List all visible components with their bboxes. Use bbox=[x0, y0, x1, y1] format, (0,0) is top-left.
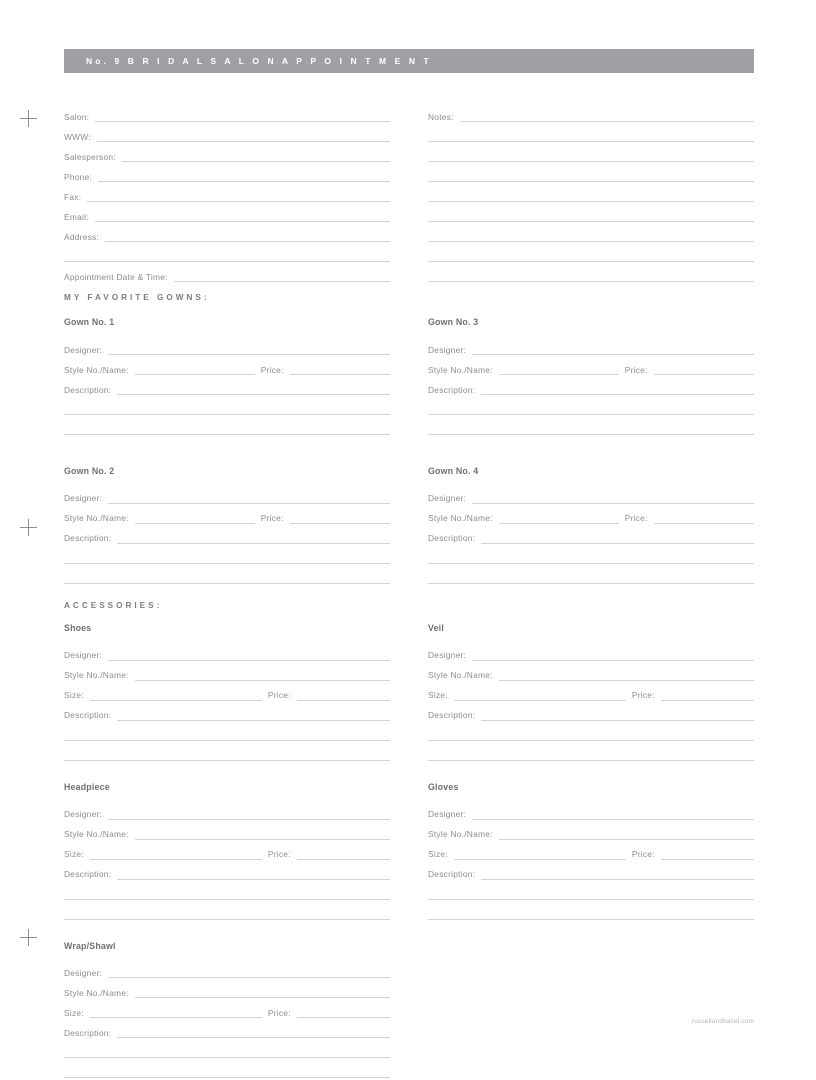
field-shoes-description[interactable] bbox=[64, 703, 390, 723]
field-address[interactable] bbox=[64, 224, 390, 244]
field-label-size: Size: bbox=[428, 849, 448, 860]
top-section bbox=[64, 104, 754, 284]
wrap-designer-input[interactable] bbox=[108, 977, 390, 978]
gown-3-description-line-3[interactable] bbox=[428, 434, 754, 435]
accessory-title-shoes: Shoes bbox=[64, 623, 92, 633]
veil-description-line-2[interactable] bbox=[428, 740, 754, 741]
field-phone[interactable] bbox=[64, 164, 390, 184]
field-veil-style[interactable] bbox=[428, 663, 754, 683]
field-label-style: Style No./Name: bbox=[64, 513, 129, 524]
veil-size-input[interactable] bbox=[454, 700, 626, 701]
wrap-description-line-3[interactable] bbox=[64, 1077, 390, 1078]
gown-3-price-input[interactable] bbox=[654, 374, 754, 375]
field-wrap-designer[interactable] bbox=[64, 960, 390, 980]
field-label-www: WWW: bbox=[64, 131, 91, 142]
field-gown-2-style-price[interactable] bbox=[64, 506, 390, 526]
gown-1-extra-line[interactable] bbox=[64, 397, 390, 417]
field-label-price: Price: bbox=[267, 849, 291, 860]
field-salon[interactable] bbox=[64, 104, 390, 124]
headpiece-style-input[interactable] bbox=[135, 839, 390, 840]
field-gown-3-description[interactable] bbox=[428, 377, 754, 397]
gowns-row-2 bbox=[64, 467, 754, 586]
wrap-price-input[interactable] bbox=[297, 1017, 390, 1018]
gown-4-price-input[interactable] bbox=[654, 523, 754, 524]
veil-style-input[interactable] bbox=[499, 680, 754, 681]
gown-title-4: Gown No. 4 bbox=[428, 466, 479, 476]
crop-mark-top bbox=[20, 110, 37, 127]
address-input[interactable] bbox=[105, 241, 390, 242]
field-gloves-description[interactable] bbox=[428, 862, 754, 882]
field-label-description: Description: bbox=[428, 710, 476, 721]
notes-input-line-6[interactable] bbox=[428, 221, 754, 222]
appointment-datetime-input[interactable] bbox=[174, 281, 390, 282]
field-label-designer: Designer: bbox=[428, 493, 467, 504]
gown-1-description-line-2[interactable] bbox=[64, 414, 390, 415]
gown-2-description-line-3[interactable] bbox=[64, 583, 390, 584]
field-veil-designer[interactable] bbox=[428, 643, 754, 663]
field-gown-1-description[interactable] bbox=[64, 377, 390, 397]
field-email[interactable] bbox=[64, 204, 390, 224]
gloves-price-input[interactable] bbox=[661, 859, 754, 860]
field-label-style: Style No./Name: bbox=[428, 829, 493, 840]
veil-price-input[interactable] bbox=[661, 700, 754, 701]
gloves-style-input[interactable] bbox=[499, 839, 754, 840]
gown-1-price-input[interactable] bbox=[290, 374, 390, 375]
gloves-extra-line[interactable] bbox=[428, 902, 754, 922]
field-gown-4-description[interactable] bbox=[428, 526, 754, 546]
gown-1-description-input[interactable] bbox=[117, 394, 390, 395]
notes-line[interactable] bbox=[428, 204, 754, 224]
field-label-designer: Designer: bbox=[64, 650, 103, 661]
notes-input-line-4[interactable] bbox=[428, 181, 754, 182]
field-label-phone: Phone: bbox=[64, 171, 93, 182]
gown-title-3: Gown No. 3 bbox=[428, 317, 479, 328]
phone-input[interactable] bbox=[98, 181, 390, 182]
field-label-description: Description: bbox=[64, 869, 112, 880]
notes-line[interactable] bbox=[428, 264, 754, 284]
field-headpiece-size-price[interactable] bbox=[64, 842, 390, 862]
field-label-price: Price: bbox=[267, 690, 291, 701]
field-gloves-style[interactable] bbox=[428, 822, 754, 842]
veil-description-line-3[interactable] bbox=[428, 760, 754, 761]
notes-line[interactable] bbox=[428, 164, 754, 184]
gown-3-extra-line[interactable] bbox=[428, 397, 754, 417]
shoes-style-input[interactable] bbox=[135, 680, 390, 681]
gowns-row-1 bbox=[64, 318, 754, 437]
headpiece-description-line-2[interactable] bbox=[64, 899, 390, 900]
gown-2-designer-input[interactable] bbox=[108, 503, 390, 504]
field-gown-3-designer[interactable] bbox=[428, 337, 754, 357]
field-label-size: Size: bbox=[64, 1007, 84, 1018]
accessory-block-wrap-shawl bbox=[64, 942, 390, 1080]
wrap-extra-line[interactable] bbox=[64, 1040, 390, 1060]
field-label-style: Style No./Name: bbox=[64, 670, 129, 681]
gown-block-1 bbox=[64, 318, 390, 437]
gown-4-designer-input[interactable] bbox=[472, 503, 754, 504]
field-gown-4-designer[interactable] bbox=[428, 486, 754, 506]
field-label-designer: Designer: bbox=[428, 344, 467, 355]
notes-input-line-8[interactable] bbox=[428, 261, 754, 262]
field-label-description: Description: bbox=[64, 1027, 112, 1038]
email-input[interactable] bbox=[95, 221, 390, 222]
field-headpiece-designer[interactable] bbox=[64, 802, 390, 822]
section-heading-gowns: MY FAVORITE GOWNS: bbox=[64, 293, 210, 302]
field-label-style: Style No./Name: bbox=[428, 670, 493, 681]
notes-input-line-3[interactable] bbox=[428, 161, 754, 162]
field-gown-1-designer[interactable] bbox=[64, 337, 390, 357]
notes-column bbox=[428, 104, 754, 284]
address-line-2-input[interactable] bbox=[64, 261, 390, 262]
gloves-designer-input[interactable] bbox=[472, 819, 754, 820]
gown-3-description-line-2[interactable] bbox=[428, 414, 754, 415]
field-gown-4-style-price[interactable] bbox=[428, 506, 754, 526]
notes-input-line-5[interactable] bbox=[428, 201, 754, 202]
field-label-email: Email: bbox=[64, 211, 89, 222]
field-label-designer: Designer: bbox=[428, 809, 467, 820]
field-label-designer: Designer: bbox=[64, 493, 103, 504]
gown-4-description-line-3[interactable] bbox=[428, 583, 754, 584]
field-label-description: Description: bbox=[64, 710, 112, 721]
notes-input-line-9[interactable] bbox=[428, 281, 754, 282]
accessories-row-3 bbox=[64, 942, 754, 1080]
field-label-description: Description: bbox=[428, 869, 476, 880]
notes-input-line-2[interactable] bbox=[428, 141, 754, 142]
field-label-price: Price: bbox=[624, 513, 648, 524]
field-label-style: Style No./Name: bbox=[64, 987, 129, 998]
footer-brand: russellandhazel.com bbox=[691, 1018, 754, 1025]
field-veil-description[interactable] bbox=[428, 703, 754, 723]
shoes-extra-line[interactable] bbox=[64, 723, 390, 743]
crop-mark-middle bbox=[20, 519, 37, 536]
gloves-extra-line[interactable] bbox=[428, 882, 754, 902]
accessory-block-gloves bbox=[428, 783, 754, 922]
field-shoes-designer[interactable] bbox=[64, 643, 390, 663]
gown-3-designer-input[interactable] bbox=[472, 354, 754, 355]
field-label-notes: Notes: bbox=[428, 111, 454, 122]
field-label-price: Price: bbox=[631, 690, 655, 701]
gown-block-2 bbox=[64, 467, 390, 586]
field-gown-2-designer[interactable] bbox=[64, 486, 390, 506]
accessory-title-headpiece: Headpiece bbox=[64, 781, 110, 792]
field-label-designer: Designer: bbox=[64, 344, 103, 355]
notes-line[interactable] bbox=[428, 124, 754, 144]
field-label-designer: Designer: bbox=[64, 809, 103, 820]
field-label-salon: Salon: bbox=[64, 111, 90, 122]
field-label-style: Style No./Name: bbox=[64, 829, 129, 840]
field-label-designer: Designer: bbox=[428, 650, 467, 661]
field-headpiece-description[interactable] bbox=[64, 862, 390, 882]
gown-block-3 bbox=[428, 318, 754, 437]
notes-input-line-7[interactable] bbox=[428, 241, 754, 242]
gown-4-description-input[interactable] bbox=[481, 543, 754, 544]
section-heading-accessories: ACCESSORIES: bbox=[64, 600, 163, 610]
fax-input[interactable] bbox=[87, 201, 390, 202]
gloves-size-input[interactable] bbox=[454, 859, 626, 860]
gown-4-extra-line[interactable] bbox=[428, 546, 754, 566]
field-wrap-style[interactable] bbox=[64, 980, 390, 1000]
field-label-designer: Designer: bbox=[64, 967, 103, 978]
address-continuation-line[interactable] bbox=[64, 244, 390, 264]
field-label-fax: Fax: bbox=[64, 191, 82, 202]
page-title: No. 9 B R I D A L S A L O N A P P O I N T M E N T bbox=[86, 56, 432, 66]
field-notes[interactable] bbox=[428, 104, 754, 124]
www-input[interactable] bbox=[97, 141, 390, 142]
field-fax[interactable] bbox=[64, 184, 390, 204]
shoes-description-line-3[interactable] bbox=[64, 760, 390, 761]
field-appointment-datetime[interactable] bbox=[64, 264, 390, 284]
gown-title-2: Gown No. 2 bbox=[64, 466, 115, 476]
notes-line[interactable] bbox=[428, 244, 754, 264]
salesperson-input[interactable] bbox=[122, 161, 390, 162]
headpiece-description-input[interactable] bbox=[117, 879, 390, 880]
field-www[interactable] bbox=[64, 124, 390, 144]
accessory-block-shoes bbox=[64, 624, 390, 763]
field-label-style: Style No./Name: bbox=[428, 364, 493, 375]
gown-4-extra-line[interactable] bbox=[428, 566, 754, 586]
field-wrap-size-price[interactable] bbox=[64, 1000, 390, 1020]
field-label-price: Price: bbox=[260, 513, 284, 524]
gown-4-description-line-2[interactable] bbox=[428, 563, 754, 564]
gown-1-style-input[interactable] bbox=[135, 374, 255, 375]
gloves-description-line-2[interactable] bbox=[428, 899, 754, 900]
gown-block-4 bbox=[428, 467, 754, 586]
field-gloves-size-price[interactable] bbox=[428, 842, 754, 862]
shoes-size-input[interactable] bbox=[90, 700, 262, 701]
field-gown-3-style-price[interactable] bbox=[428, 357, 754, 377]
field-gown-1-style-price[interactable] bbox=[64, 357, 390, 377]
headpiece-extra-line[interactable] bbox=[64, 882, 390, 902]
notes-line[interactable] bbox=[428, 184, 754, 204]
field-label-address: Address: bbox=[64, 231, 100, 242]
gown-1-designer-input[interactable] bbox=[108, 354, 390, 355]
field-salesperson[interactable] bbox=[64, 144, 390, 164]
accessories-row-2 bbox=[64, 783, 754, 922]
field-label-price: Price: bbox=[631, 849, 655, 860]
notes-line[interactable] bbox=[428, 224, 754, 244]
gown-2-extra-line[interactable] bbox=[64, 546, 390, 566]
field-label-price: Price: bbox=[624, 364, 648, 375]
veil-extra-line[interactable] bbox=[428, 723, 754, 743]
field-gown-2-description[interactable] bbox=[64, 526, 390, 546]
gown-2-price-input[interactable] bbox=[290, 523, 390, 524]
gown-3-style-input[interactable] bbox=[499, 374, 619, 375]
wrap-description-input[interactable] bbox=[117, 1037, 390, 1038]
field-label-size: Size: bbox=[64, 690, 84, 701]
field-label-description: Description: bbox=[428, 384, 476, 395]
wrap-extra-line[interactable] bbox=[64, 1060, 390, 1080]
field-label-salesperson: Salesperson: bbox=[64, 151, 116, 162]
accessory-title-gloves: Gloves bbox=[428, 781, 459, 792]
accessory-block-headpiece bbox=[64, 783, 390, 922]
shoes-designer-input[interactable] bbox=[108, 660, 390, 661]
accessories-row-3-empty-column bbox=[428, 942, 754, 1080]
field-label-description: Description: bbox=[64, 533, 112, 544]
gown-1-extra-line[interactable] bbox=[64, 417, 390, 437]
field-wrap-description[interactable] bbox=[64, 1020, 390, 1040]
field-label-style: Style No./Name: bbox=[64, 364, 129, 375]
field-headpiece-style[interactable] bbox=[64, 822, 390, 842]
shoes-price-input[interactable] bbox=[297, 700, 390, 701]
wrap-style-input[interactable] bbox=[135, 997, 390, 998]
field-shoes-size-price[interactable] bbox=[64, 683, 390, 703]
field-veil-size-price[interactable] bbox=[428, 683, 754, 703]
gown-title-1: Gown No. 1 bbox=[64, 317, 115, 328]
gown-2-description-input[interactable] bbox=[117, 543, 390, 544]
veil-designer-input[interactable] bbox=[472, 660, 754, 661]
form-sheet bbox=[64, 104, 754, 1080]
gown-3-extra-line[interactable] bbox=[428, 417, 754, 437]
accessory-title-wrap-shawl: Wrap/Shawl bbox=[64, 940, 116, 951]
page-header-bar bbox=[64, 49, 754, 73]
gloves-description-line-3[interactable] bbox=[428, 919, 754, 920]
field-label-description: Description: bbox=[428, 533, 476, 544]
field-label-description: Description: bbox=[64, 384, 112, 395]
crop-mark-bottom bbox=[20, 929, 37, 946]
salon-input[interactable] bbox=[95, 121, 390, 122]
field-label-price: Price: bbox=[267, 1007, 291, 1018]
shoes-description-input[interactable] bbox=[117, 720, 390, 721]
field-gloves-designer[interactable] bbox=[428, 802, 754, 822]
notes-input-line-1[interactable] bbox=[460, 121, 754, 122]
salon-info-column bbox=[64, 104, 390, 284]
gown-2-extra-line[interactable] bbox=[64, 566, 390, 586]
veil-description-input[interactable] bbox=[481, 720, 754, 721]
field-label-style: Style No./Name: bbox=[428, 513, 493, 524]
wrap-size-input[interactable] bbox=[90, 1017, 262, 1018]
gown-2-style-input[interactable] bbox=[135, 523, 255, 524]
notes-line[interactable] bbox=[428, 144, 754, 164]
headpiece-extra-line[interactable] bbox=[64, 902, 390, 922]
shoes-extra-line[interactable] bbox=[64, 743, 390, 763]
accessories-row-1 bbox=[64, 624, 754, 763]
field-label-size: Size: bbox=[64, 849, 84, 860]
wrap-description-line-2[interactable] bbox=[64, 1057, 390, 1058]
headpiece-size-input[interactable] bbox=[90, 859, 262, 860]
veil-extra-line[interactable] bbox=[428, 743, 754, 763]
shoes-description-line-2[interactable] bbox=[64, 740, 390, 741]
field-shoes-style[interactable] bbox=[64, 663, 390, 683]
gloves-description-input[interactable] bbox=[481, 879, 754, 880]
gown-4-style-input[interactable] bbox=[499, 523, 619, 524]
field-label-size: Size: bbox=[428, 690, 448, 701]
gown-3-description-input[interactable] bbox=[481, 394, 754, 395]
headpiece-description-line-3[interactable] bbox=[64, 919, 390, 920]
field-label-appointment-datetime: Appointment Date & Time: bbox=[64, 271, 168, 282]
headpiece-designer-input[interactable] bbox=[108, 819, 390, 820]
headpiece-price-input[interactable] bbox=[297, 859, 390, 860]
gown-1-description-line-3[interactable] bbox=[64, 434, 390, 435]
accessory-title-veil: Veil bbox=[428, 623, 444, 633]
accessory-block-veil bbox=[428, 624, 754, 763]
gown-2-description-line-2[interactable] bbox=[64, 563, 390, 564]
field-label-price: Price: bbox=[260, 364, 284, 375]
